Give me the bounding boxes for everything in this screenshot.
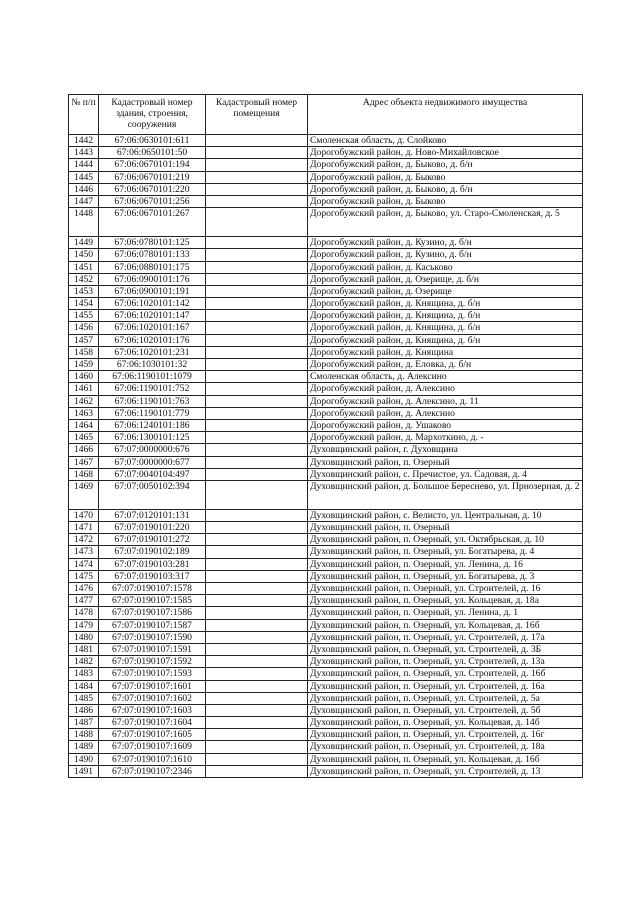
table-row xyxy=(69,444,583,456)
row-number: 1483 xyxy=(69,668,99,680)
table-row xyxy=(69,310,583,322)
building-cadastral-number: 67:06:1240101:186 xyxy=(99,419,206,431)
building-cadastral-number: 67:07:0000000:677 xyxy=(99,456,206,468)
object-address: Духовщинский район, п. Озерный xyxy=(308,456,583,468)
table-row xyxy=(69,298,583,310)
row-number: 1460 xyxy=(69,371,99,383)
room-cadastral-number xyxy=(206,570,308,582)
building-cadastral-number: 67:07:0040104:497 xyxy=(99,468,206,480)
table-row xyxy=(69,656,583,668)
row-number: 1456 xyxy=(69,322,99,334)
object-address: Духовщинский район, п. Озерный, ул. Строителей, д. 13 xyxy=(308,765,583,777)
building-cadastral-number: 67:07:0190107:1601 xyxy=(99,680,206,692)
building-cadastral-number: 67:06:0780101:125 xyxy=(99,237,206,249)
object-address: Духовщинский район, с. Велисто, ул. Центральная, д. 10 xyxy=(308,509,583,521)
object-address: Духовщинский район, п. Озерный, ул. Ленина, д. 16 xyxy=(308,558,583,570)
object-address: Дорогобужский район, д. Княщина, д. б/н xyxy=(308,298,583,310)
building-cadastral-number: 67:06:1190101:752 xyxy=(99,383,206,395)
object-address: Дорогобужский район, д. Княщина xyxy=(308,346,583,358)
row-number: 1465 xyxy=(69,432,99,444)
room-cadastral-number xyxy=(206,147,308,159)
object-address: Дорогобужский район, д. Каськово xyxy=(308,261,583,273)
building-cadastral-number: 67:06:0880101:175 xyxy=(99,261,206,273)
object-address: Дорогобужский район, д. Алексино xyxy=(308,407,583,419)
room-cadastral-number xyxy=(206,159,308,171)
room-cadastral-number xyxy=(206,656,308,668)
table-row xyxy=(69,159,583,171)
object-address: Дорогобужский район, д. Ушаково xyxy=(308,419,583,431)
row-number: 1453 xyxy=(69,285,99,297)
building-cadastral-number: 67:06:0670101:267 xyxy=(99,208,206,237)
row-number: 1457 xyxy=(69,334,99,346)
table-row xyxy=(69,509,583,521)
room-cadastral-number xyxy=(206,753,308,765)
table-row xyxy=(69,334,583,346)
room-cadastral-number xyxy=(206,522,308,534)
table-row xyxy=(69,456,583,468)
building-cadastral-number: 67:06:1300101:125 xyxy=(99,432,206,444)
building-cadastral-number: 67:07:0190107:1609 xyxy=(99,741,206,753)
room-cadastral-number xyxy=(206,583,308,595)
object-address: Дорогобужский район, д. Алексино xyxy=(308,383,583,395)
object-address: Духовщинский район, п. Озерный xyxy=(308,522,583,534)
table-row xyxy=(69,419,583,431)
building-cadastral-number: 67:07:0190102:189 xyxy=(99,546,206,558)
room-cadastral-number xyxy=(206,208,308,237)
room-cadastral-number xyxy=(206,631,308,643)
row-number: 1451 xyxy=(69,261,99,273)
object-address: Дорогобужский район, д. Быково, ул. Старо-Смоленская, д. 5 xyxy=(308,208,583,237)
row-number: 1444 xyxy=(69,159,99,171)
object-address: Дорогобужский район, д. Озерище xyxy=(308,285,583,297)
row-number: 1458 xyxy=(69,346,99,358)
row-number: 1443 xyxy=(69,147,99,159)
room-cadastral-number xyxy=(206,692,308,704)
object-address: Духовщинский район, д. Большое Береснево, ул. Прнозерная, д. 2 xyxy=(308,480,583,509)
building-cadastral-number: 67:07:0190107:1585 xyxy=(99,595,206,607)
table-row xyxy=(69,570,583,582)
row-number: 1467 xyxy=(69,456,99,468)
row-number: 1488 xyxy=(69,729,99,741)
row-number: 1447 xyxy=(69,195,99,207)
row-number: 1486 xyxy=(69,704,99,716)
object-address: Дорогобужский район, д. Озерище, д. б/н xyxy=(308,273,583,285)
building-cadastral-number: 67:07:0190107:1586 xyxy=(99,607,206,619)
building-cadastral-number: 67:06:0670101:219 xyxy=(99,171,206,183)
row-number: 1445 xyxy=(69,171,99,183)
room-cadastral-number xyxy=(206,237,308,249)
room-cadastral-number xyxy=(206,546,308,558)
building-cadastral-number: 67:06:1020101:167 xyxy=(99,322,206,334)
header-building-cadastral: Кадастровый номер здания, строения, сооружения xyxy=(99,95,206,135)
building-cadastral-number: 67:07:0190107:1592 xyxy=(99,656,206,668)
row-number: 1462 xyxy=(69,395,99,407)
building-cadastral-number: 67:07:0190101:220 xyxy=(99,522,206,534)
room-cadastral-number xyxy=(206,534,308,546)
room-cadastral-number xyxy=(206,765,308,777)
table-body xyxy=(69,135,583,778)
row-number: 1454 xyxy=(69,298,99,310)
room-cadastral-number xyxy=(206,407,308,419)
building-cadastral-number: 67:07:0190107:1604 xyxy=(99,717,206,729)
room-cadastral-number xyxy=(206,729,308,741)
building-cadastral-number: 67:07:0190107:1578 xyxy=(99,583,206,595)
table-row xyxy=(69,680,583,692)
row-number: 1478 xyxy=(69,607,99,619)
room-cadastral-number xyxy=(206,383,308,395)
room-cadastral-number xyxy=(206,668,308,680)
building-cadastral-number: 67:06:0630101:611 xyxy=(99,135,206,147)
table-row xyxy=(69,273,583,285)
object-address: Дорогобужский район, д. Кузино, д. б/н xyxy=(308,249,583,261)
row-number: 1466 xyxy=(69,444,99,456)
row-number: 1452 xyxy=(69,273,99,285)
table-row xyxy=(69,359,583,371)
building-cadastral-number: 67:06:0670101:256 xyxy=(99,195,206,207)
row-number: 1489 xyxy=(69,741,99,753)
table-row xyxy=(69,480,583,509)
object-address: Духовщинский район, п. Озерный, ул. Кольцевая, д. 14б xyxy=(308,717,583,729)
room-cadastral-number xyxy=(206,261,308,273)
table-row xyxy=(69,135,583,147)
object-address: Дорогобужский район, д. Мархоткино, д. - xyxy=(308,432,583,444)
object-address: Духовщинский район, п. Озерный, ул. Строителей, д. 17а xyxy=(308,631,583,643)
object-address: Духовщинский район, п. Озерный, ул. Кольцевая, д. 16б xyxy=(308,753,583,765)
object-address: Духовщинский район, п. Озерный, ул. Октябрьская, д. 10 xyxy=(308,534,583,546)
object-address: Дорогобужский район, д. Быково xyxy=(308,195,583,207)
building-cadastral-number: 67:07:0190103:317 xyxy=(99,570,206,582)
object-address: Дорогобужский район, д. Княщина, д. б/н xyxy=(308,310,583,322)
building-cadastral-number: 67:06:0900101:176 xyxy=(99,273,206,285)
row-number: 1450 xyxy=(69,249,99,261)
row-number: 1469 xyxy=(69,480,99,509)
room-cadastral-number xyxy=(206,135,308,147)
table-row xyxy=(69,249,583,261)
object-address: Духовщинский район, п. Озерный, ул. Строителей, д. 5б xyxy=(308,704,583,716)
row-number: 1490 xyxy=(69,753,99,765)
building-cadastral-number: 67:06:0670101:220 xyxy=(99,183,206,195)
row-number: 1448 xyxy=(69,208,99,237)
table-row xyxy=(69,765,583,777)
table-row xyxy=(69,729,583,741)
table-row xyxy=(69,237,583,249)
room-cadastral-number xyxy=(206,346,308,358)
row-number: 1472 xyxy=(69,534,99,546)
building-cadastral-number: 67:07:0190107:1603 xyxy=(99,704,206,716)
object-address: Духовщинский район, п. Озерный, ул. Строителей, д. 16 xyxy=(308,583,583,595)
row-number: 1470 xyxy=(69,509,99,521)
row-number: 1480 xyxy=(69,631,99,643)
building-cadastral-number: 67:06:1190101:763 xyxy=(99,395,206,407)
header-address: Адрес объекта недвижимого имущества xyxy=(308,95,583,135)
object-address: Духовщинский район, п. Озерный, ул. Строителей, д. 5а xyxy=(308,692,583,704)
building-cadastral-number: 67:06:1020101:176 xyxy=(99,334,206,346)
room-cadastral-number xyxy=(206,741,308,753)
table-header-row xyxy=(69,95,583,135)
room-cadastral-number xyxy=(206,643,308,655)
table-row xyxy=(69,147,583,159)
room-cadastral-number xyxy=(206,298,308,310)
object-address: Смоленская область, д. Алексино xyxy=(308,371,583,383)
table-row xyxy=(69,692,583,704)
object-address: Дорогобужский район, д. Быково xyxy=(308,171,583,183)
object-address: Духовщинский район, п. Озерный, ул. Кольцевая, д. 16б xyxy=(308,619,583,631)
object-address: Дорогобужский район, д. Алексино, д. 11 xyxy=(308,395,583,407)
building-cadastral-number: 67:06:0650101:50 xyxy=(99,147,206,159)
object-address: Духовщинский район, п. Озерный, ул. Строителей, д. 16а xyxy=(308,680,583,692)
room-cadastral-number xyxy=(206,395,308,407)
table-row xyxy=(69,607,583,619)
table-row xyxy=(69,183,583,195)
row-number: 1464 xyxy=(69,419,99,431)
room-cadastral-number xyxy=(206,195,308,207)
object-address: Дорогобужский район, д. Княщина, д. б/н xyxy=(308,334,583,346)
room-cadastral-number xyxy=(206,717,308,729)
room-cadastral-number xyxy=(206,509,308,521)
table-row xyxy=(69,668,583,680)
table-row xyxy=(69,583,583,595)
object-address: Духовщинский район, п. Озерный, ул. Богатырева, д. 3 xyxy=(308,570,583,582)
row-number: 1463 xyxy=(69,407,99,419)
room-cadastral-number xyxy=(206,310,308,322)
room-cadastral-number xyxy=(206,285,308,297)
object-address: Дорогобужский район, д. Быково, д. б/н xyxy=(308,159,583,171)
row-number: 1487 xyxy=(69,717,99,729)
row-number: 1455 xyxy=(69,310,99,322)
object-address: Смоленская область, д. Слойково xyxy=(308,135,583,147)
room-cadastral-number xyxy=(206,607,308,619)
row-number: 1461 xyxy=(69,383,99,395)
table-row xyxy=(69,395,583,407)
room-cadastral-number xyxy=(206,619,308,631)
table-row xyxy=(69,558,583,570)
building-cadastral-number: 67:07:0000000:676 xyxy=(99,444,206,456)
object-address: Дорогобужский район, д. Еловка, д. б/н xyxy=(308,359,583,371)
table-row xyxy=(69,704,583,716)
table-row xyxy=(69,208,583,237)
building-cadastral-number: 67:06:1190101:1079 xyxy=(99,371,206,383)
building-cadastral-number: 67:06:0670101:194 xyxy=(99,159,206,171)
table-row xyxy=(69,383,583,395)
object-address: Духовщинский район, п. Озерный, ул. Ленина, д. 1 xyxy=(308,607,583,619)
row-number: 1484 xyxy=(69,680,99,692)
table-row xyxy=(69,717,583,729)
room-cadastral-number xyxy=(206,273,308,285)
building-cadastral-number: 67:07:0190107:1590 xyxy=(99,631,206,643)
building-cadastral-number: 67:07:0190107:1605 xyxy=(99,729,206,741)
room-cadastral-number xyxy=(206,419,308,431)
object-address: Духовщинский район, п. Озерный, ул. Строителей, д. 16г xyxy=(308,729,583,741)
table-row xyxy=(69,171,583,183)
building-cadastral-number: 67:06:1020101:142 xyxy=(99,298,206,310)
table-row xyxy=(69,346,583,358)
building-cadastral-number: 67:07:0190103:281 xyxy=(99,558,206,570)
object-address: Духовщинский район, п. Озерный, ул. Строителей, д. 13а xyxy=(308,656,583,668)
room-cadastral-number xyxy=(206,558,308,570)
building-cadastral-number: 67:07:0190101:272 xyxy=(99,534,206,546)
header-number: № п/п xyxy=(69,95,99,135)
table-row xyxy=(69,522,583,534)
room-cadastral-number xyxy=(206,480,308,509)
table-row xyxy=(69,195,583,207)
row-number: 1475 xyxy=(69,570,99,582)
object-address: Дорогобужский район, д. Быково, д. б/н xyxy=(308,183,583,195)
table-row xyxy=(69,322,583,334)
room-cadastral-number xyxy=(206,359,308,371)
row-number: 1459 xyxy=(69,359,99,371)
row-number: 1471 xyxy=(69,522,99,534)
row-number: 1446 xyxy=(69,183,99,195)
row-number: 1481 xyxy=(69,643,99,655)
table-row xyxy=(69,285,583,297)
row-number: 1477 xyxy=(69,595,99,607)
table-row xyxy=(69,619,583,631)
row-number: 1485 xyxy=(69,692,99,704)
registry-table xyxy=(68,94,583,778)
table-row xyxy=(69,371,583,383)
building-cadastral-number: 67:07:0050102:394 xyxy=(99,480,206,509)
object-address: Дорогобужский район, д. Кузино, д. б/н xyxy=(308,237,583,249)
object-address: Духовщинский район, п. Озерный, ул. Кольцевая, д. 18а xyxy=(308,595,583,607)
row-number: 1442 xyxy=(69,135,99,147)
table-row xyxy=(69,534,583,546)
table-row xyxy=(69,631,583,643)
table-row xyxy=(69,741,583,753)
room-cadastral-number xyxy=(206,680,308,692)
building-cadastral-number: 67:07:0190107:1587 xyxy=(99,619,206,631)
building-cadastral-number: 67:07:0120101:131 xyxy=(99,509,206,521)
room-cadastral-number xyxy=(206,432,308,444)
object-address: Духовщинский район, п. Озерный, ул. Строителей, д. 3Б xyxy=(308,643,583,655)
row-number: 1474 xyxy=(69,558,99,570)
room-cadastral-number xyxy=(206,444,308,456)
building-cadastral-number: 67:06:1030101:32 xyxy=(99,359,206,371)
table-row xyxy=(69,546,583,558)
row-number: 1468 xyxy=(69,468,99,480)
room-cadastral-number xyxy=(206,595,308,607)
row-number: 1476 xyxy=(69,583,99,595)
object-address: Духовщинский район, с. Пречистое, ул. Садовая, д. 4 xyxy=(308,468,583,480)
row-number: 1491 xyxy=(69,765,99,777)
building-cadastral-number: 67:06:0780101:133 xyxy=(99,249,206,261)
building-cadastral-number: 67:07:0190107:1591 xyxy=(99,643,206,655)
building-cadastral-number: 67:06:1020101:231 xyxy=(99,346,206,358)
room-cadastral-number xyxy=(206,704,308,716)
row-number: 1449 xyxy=(69,237,99,249)
row-number: 1482 xyxy=(69,656,99,668)
object-address: Дорогобужский район, д. Княщина, д. б/н xyxy=(308,322,583,334)
room-cadastral-number xyxy=(206,371,308,383)
table-row xyxy=(69,432,583,444)
building-cadastral-number: 67:06:1020101:147 xyxy=(99,310,206,322)
building-cadastral-number: 67:07:0190107:1602 xyxy=(99,692,206,704)
object-address: Духовщинский район, п. Озерный, ул. Строителей, д. 16б xyxy=(308,668,583,680)
room-cadastral-number xyxy=(206,249,308,261)
room-cadastral-number xyxy=(206,468,308,480)
room-cadastral-number xyxy=(206,334,308,346)
header-room-cadastral: Кадастровый номер помещения xyxy=(206,95,308,135)
table-row xyxy=(69,468,583,480)
object-address: Духовщинский район, п. Озерный, ул. Богатырева, д. 4 xyxy=(308,546,583,558)
table-row xyxy=(69,595,583,607)
row-number: 1479 xyxy=(69,619,99,631)
building-cadastral-number: 67:06:0900101:191 xyxy=(99,285,206,297)
object-address: Духовщинский район, г. Духовщина xyxy=(308,444,583,456)
table-row xyxy=(69,261,583,273)
building-cadastral-number: 67:07:0190107:1610 xyxy=(99,753,206,765)
object-address: Дорогобужский район, д. Ново-Михайловское xyxy=(308,147,583,159)
room-cadastral-number xyxy=(206,322,308,334)
room-cadastral-number xyxy=(206,183,308,195)
table-row xyxy=(69,753,583,765)
room-cadastral-number xyxy=(206,171,308,183)
building-cadastral-number: 67:07:0190107:2346 xyxy=(99,765,206,777)
building-cadastral-number: 67:07:0190107:1593 xyxy=(99,668,206,680)
table-row xyxy=(69,407,583,419)
row-number: 1473 xyxy=(69,546,99,558)
building-cadastral-number: 67:06:1190101:779 xyxy=(99,407,206,419)
room-cadastral-number xyxy=(206,456,308,468)
table-row xyxy=(69,643,583,655)
object-address: Духовщинский район, п. Озерный, ул. Строителей, д. 18а xyxy=(308,741,583,753)
